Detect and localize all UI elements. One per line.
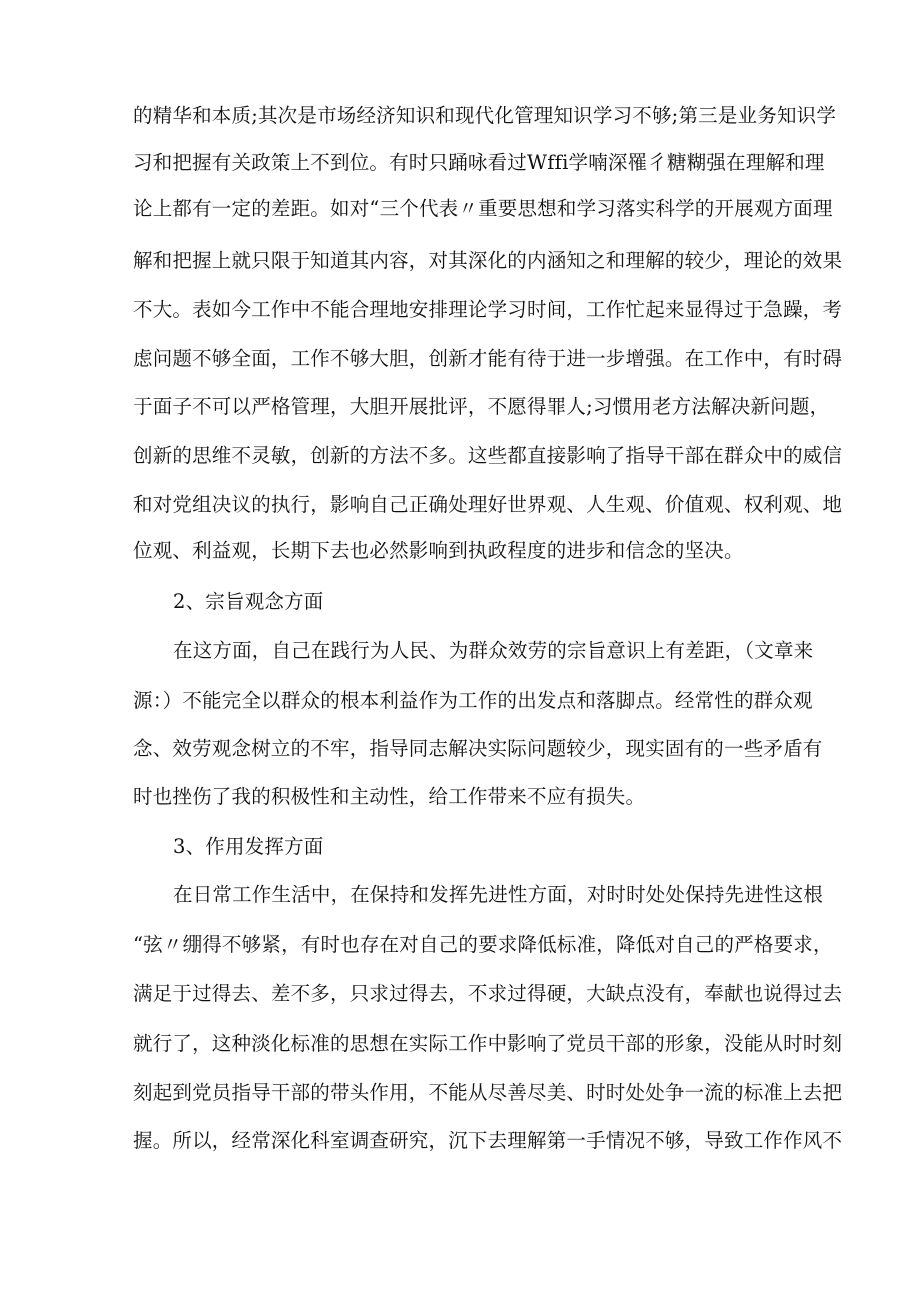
text-line: 解和把握上就只限于知道其内容，对其深化的内涵知之和理解的较少，理论的效果	[133, 249, 843, 272]
text-line: 的精华和本质;其次是市场经济知识和现代化管理知识学习不够;第三是业务知识学	[133, 104, 837, 127]
text-line: 时也挫伤了我的积极性和主动性，给工作带来不应有损失。	[133, 785, 646, 808]
text-line: 不大。表如今工作中不能合理地安排理论学习时间，工作忙起来显得过于急躁，考	[133, 298, 843, 321]
text-line: 论上都有一定的差距。如对“三个代表〃重要思想和学习落实科学的开展观方面理	[133, 197, 833, 220]
text-line: 满足于过得去、差不多，只求过得去，不求过得硬，大缺点没有，奉献也说得过去	[133, 982, 843, 1005]
text-line: 就行了，这种淡化标准的思想在实际工作中影响了党员干部的形象，没能从时时刻	[133, 1032, 843, 1055]
text-line: 习和把握有关政策上不到位。有时只踊咏看过Wffi学喃深罹彳糖糊强在理解和理	[133, 151, 825, 174]
text-line: 虑问题不够全面，工作不够大胆，创新才能有待于进一步增强。在工作中，有时碍	[133, 347, 843, 370]
text-line: 在日常工作生活中，在保持和发挥先进性方面，对时时处处保持先进性这根	[173, 883, 824, 906]
section-heading: 3、作用发挥方面	[173, 835, 324, 858]
text-line: 于面子不可以严格管理，大胆开展批评，不愿得罪人;习惯用老方法解决新问题，	[133, 395, 830, 418]
text-line: 位观、利益观，长期下去也必然影响到执政程度的进步和信念的坚决。	[133, 539, 744, 562]
section-heading: 2、宗旨观念方面	[173, 590, 324, 613]
text-line: 源：）不能完全以群众的根本利益作为工作的出发点和落脚点。经常性的群众观	[133, 689, 813, 712]
text-line: 念、效劳观念树立的不牢，指导同志解决实际问题较少，现实固有的一些矛盾有	[133, 737, 823, 760]
text-line: 和对党组决议的执行，影响自己正确处理好世界观、人生观、价值观、权利观、地	[133, 493, 843, 516]
text-line: 刻起到党员指导干部的带头作用，不能从尽善尽美、时时处处争一流的标准上去把	[133, 1081, 843, 1104]
text-line: 握。所以，经常深化科室调查研究，沉下去理解第一手情况不够，导致工作作风不	[133, 1129, 843, 1152]
text-line: 在这方面，自己在践行为人民、为群众效劳的宗旨意识上有差距，（文章来	[173, 639, 814, 662]
text-line: 创新的思维不灵敏，创新的方法不多。这些都直接影响了指导干部在群众中的威信	[133, 444, 843, 467]
text-line: “弦〃绷得不够紧，有时也存在对自己的要求降低标准，降低对自己的严格要求，	[133, 933, 833, 956]
